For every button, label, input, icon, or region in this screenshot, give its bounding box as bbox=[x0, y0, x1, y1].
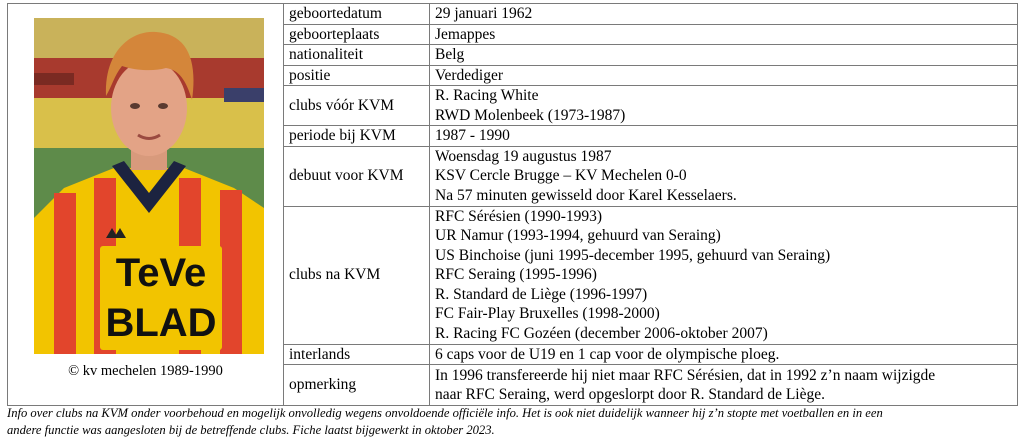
value-line: RWD Molenbeek (1973-1987) bbox=[435, 106, 626, 124]
label-positie: positie bbox=[284, 65, 430, 86]
value-line: 29 januari 1962 bbox=[435, 5, 533, 22]
label-nationaliteit: nationaliteit bbox=[284, 45, 430, 66]
value-line: RFC Sérésien (1990-1993) bbox=[435, 207, 603, 225]
value-line: 1987 - 1990 bbox=[435, 127, 510, 144]
value-line: UR Namur (1993-1994, gehuurd van Seraing) bbox=[435, 227, 721, 245]
label-clubs-voor-kvm: clubs vóór KVM bbox=[284, 86, 430, 126]
label-debuut-voor-kvm: debuut voor KVM bbox=[284, 146, 430, 206]
value-line: R. Standard de Liège (1996-1997) bbox=[435, 285, 648, 303]
value-debuut-voor-kvm bbox=[430, 146, 1018, 206]
footnote-line: andere functie was aangesloten bij de betreffende clubs. Fiche laatst bijgewerkt in oktober 2023. bbox=[7, 423, 495, 437]
player-photo bbox=[34, 18, 264, 354]
footnote bbox=[7, 405, 1019, 439]
value-interlands bbox=[430, 344, 1018, 365]
value-line: Na 57 minuten gewisseld door Karel Kesselaers. bbox=[435, 186, 737, 204]
label-interlands: interlands bbox=[284, 344, 430, 365]
value-opmerking bbox=[430, 365, 1018, 406]
label-opmerking: opmerking bbox=[284, 365, 430, 406]
value-clubs-na-kvm bbox=[430, 206, 1018, 344]
value-line: R. Racing White bbox=[435, 87, 539, 104]
label-geboorteplaats: geboorteplaats bbox=[284, 24, 430, 45]
value-line: Belg bbox=[435, 46, 465, 63]
value-line: Verdediger bbox=[435, 66, 503, 84]
value-nationaliteit bbox=[430, 45, 1018, 66]
value-line: In 1996 transfereerde hij niet maar RFC Sérésien, dat in 1992 z’n naam wijzigde bbox=[435, 366, 936, 384]
label-periode-bij-kvm: periode bij KVM bbox=[284, 126, 430, 147]
value-line: KSV Cercle Brugge – KV Mechelen 0-0 bbox=[435, 167, 687, 185]
shirt-sponsor-line1: TeVe bbox=[115, 251, 207, 295]
value-line: FC Fair-Play Bruxelles (1998-2000) bbox=[435, 305, 660, 323]
value-line: Jemappes bbox=[435, 25, 496, 43]
value-line: R. Racing FC Gozéen (december 2006-oktober 2007) bbox=[435, 324, 768, 342]
shirt-sponsor-line2: BLAD bbox=[105, 301, 217, 345]
player-info-table bbox=[7, 3, 1018, 406]
photo-cell bbox=[8, 4, 284, 406]
value-clubs-voor-kvm bbox=[430, 86, 1018, 126]
value-line: naar RFC Seraing, werd opgeslorpt door R. Standard de Liège. bbox=[435, 386, 825, 403]
footnote-line: Info over clubs na KVM onder voorbehoud en mogelijk onvolledig wegens onvoldoende officiële info. Het is ook niet duidelijk wanneer hij z’n stopte met voetballen en in een bbox=[7, 406, 883, 420]
value-line: RFC Seraing (1995-1996) bbox=[435, 266, 597, 284]
value-line: US Binchoise (juni 1995-december 1995, gehuurd van Seraing) bbox=[435, 246, 831, 264]
label-clubs-na-kvm: clubs na KVM bbox=[284, 206, 430, 344]
value-line: Woensdag 19 augustus 1987 bbox=[435, 147, 612, 165]
player-photo-image bbox=[34, 18, 264, 354]
label-geboortedatum: geboortedatum bbox=[284, 4, 430, 25]
value-geboorteplaats bbox=[430, 24, 1018, 45]
photo-caption: © kv mechelen 1989-1990 bbox=[68, 363, 223, 379]
value-periode-bij-kvm bbox=[430, 126, 1018, 147]
value-geboortedatum bbox=[430, 4, 1018, 25]
value-line: 6 caps voor de U19 en 1 cap voor de olympische ploeg. bbox=[435, 345, 780, 363]
value-positie bbox=[430, 65, 1018, 86]
table-row bbox=[8, 4, 1018, 25]
player-card bbox=[7, 3, 1018, 401]
